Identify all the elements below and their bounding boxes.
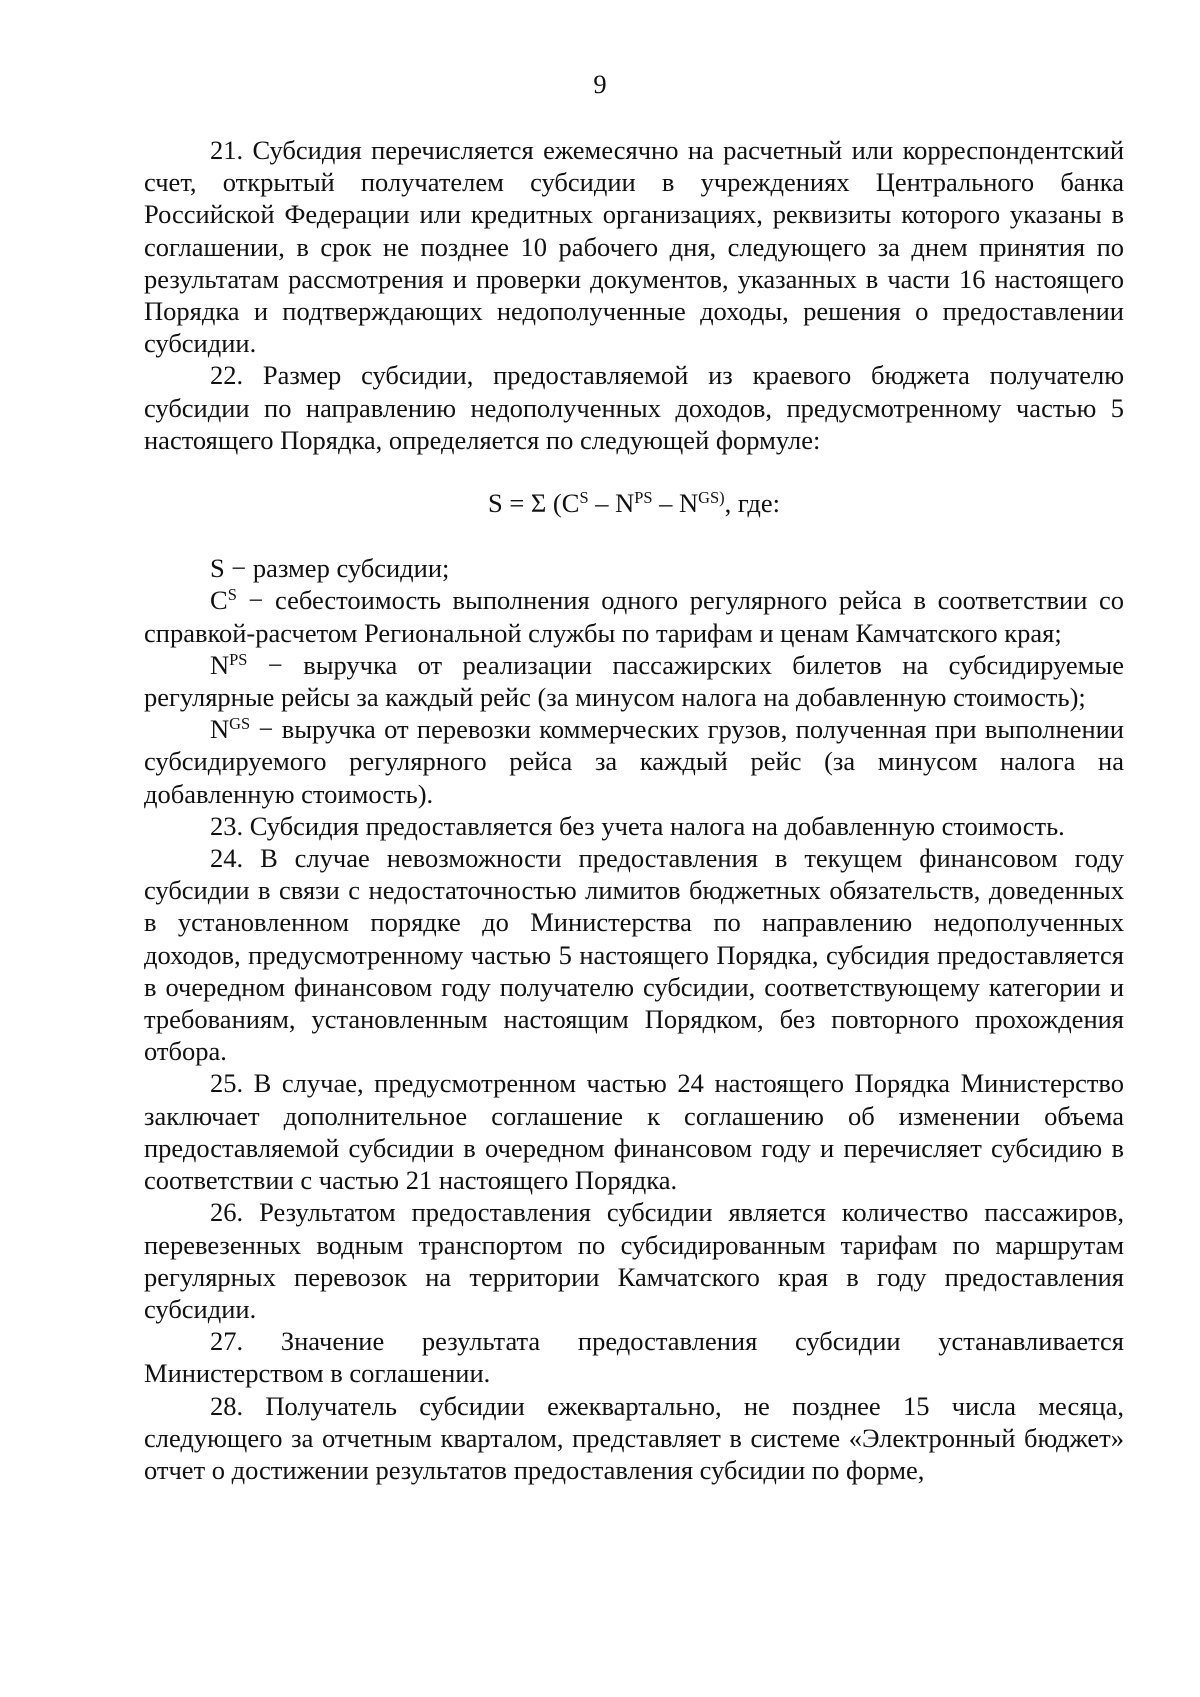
paragraph-28: 28. Получатель субсидии ежеквартально, не позднее 15 числа месяца, следующего за отчетным кварталом, представляет в системе «Электронный бюджет» отчет о достижении результатов предоставления субсидии по форме, xyxy=(144,1390,1124,1485)
definition-cs-symbol: C xyxy=(210,585,228,616)
paragraph-26: 26. Результатом предоставления субсидии является количество пассажиров, перевезенных водным транспортом по субсидированным тарифам по маршрутам регулярных перевозок на территории Камчатского края в году предоставления субсидии. xyxy=(144,1197,1124,1324)
definition-ngs-sup: GS xyxy=(229,714,251,734)
formula-sup-gs: GS) xyxy=(698,488,725,507)
formula-lhs: S = Σ (C xyxy=(487,488,580,519)
document-body xyxy=(144,134,1124,1486)
definition-nps-sup: PS xyxy=(229,649,248,669)
definition-ngs-text: − выручка от перевозки коммерческих грузов, полученная при выполнении субсидируемого регулярного рейса за каждый рейс (за минусом налога на добавленную стоимость). xyxy=(144,714,1124,809)
subsidy-formula xyxy=(144,487,1124,519)
paragraph-27: 27. Значение результата предоставления субсидии устанавливается Министерством в соглашении. xyxy=(144,1326,1124,1389)
definition-s: S − размер субсидии; xyxy=(210,553,450,584)
paragraph-25: 25. В случае, предусмотренном частью 24 настоящего Порядка Министерство заключает дополнительное соглашение к соглашению об изменении объема предоставляемой субсидии в очередном финансовом году и перечисляет субсидию в соответствии с частью 21 настоящего Порядка. xyxy=(144,1068,1124,1196)
definition-cs-text: − себестоимость выполнения одного регулярного рейса в соответствии со справкой-расчетом Региональной службы по тарифам и ценам Камчатского края; xyxy=(144,585,1124,648)
page-number: 9 xyxy=(593,69,607,99)
definition-ngs xyxy=(144,713,1124,810)
definition-cs-sup: S xyxy=(227,585,237,605)
formula-sup-s: S xyxy=(579,488,589,507)
formula-tail: , где: xyxy=(724,488,781,519)
definition-nps-symbol: N xyxy=(210,649,230,680)
definition-ngs-symbol: N xyxy=(210,714,230,745)
paragraph-24: 24. В случае невозможности предоставления в текущем финансовом году субсидии в связи с недостаточностью лимитов бюджетных обязательств, доведенных в установленном порядке до Министерства по направлению недополученных доходов, предусмотренному частью 5 настоящего Порядка, субсидия предоставляется в очередном финансовом году получателю субсидии, соответствующему категории и требованиям, установленным настоящим Порядком, без повторного прохождения отбора. xyxy=(144,843,1124,1067)
definition-nps xyxy=(144,649,1124,713)
formula-sup-ps: PS xyxy=(634,488,653,507)
definition-cs xyxy=(144,584,1124,648)
paragraph-22: 22. Размер субсидии, предоставляемой из краевого бюджета получателю субсидии по направлению недополученных доходов, предусмотренному частью 5 настоящего Порядка, определяется по следующей формуле: xyxy=(144,360,1124,455)
paragraph-23: 23. Субсидия предоставляется без учета налога на добавленную стоимость. xyxy=(210,810,1065,841)
definition-nps-text: − выручка от реализации пассажирских билетов на субсидируемые регулярные рейсы за каждый рейс (за минусом налога на добавленную стоимость); xyxy=(144,649,1124,713)
paragraph-21: 21. Субсидия перечисляется ежемесячно на расчетный или корреспондентский счет, открытый получателем субсидии в учреждениях Центрального банка Российской Федерации или кредитных организациях, реквизиты которого указаны в соглашении, в срок не позднее 10 рабочего дня, следующего за днем принятия по результатам рассмотрения и проверки документов, указанных в части 16 настоящего Порядка и подтверждающих недополученные доходы, решения о предоставлении субсидии. xyxy=(144,135,1124,359)
formula-minus-1: – N xyxy=(588,488,635,519)
formula-minus-2: – N xyxy=(652,488,699,519)
